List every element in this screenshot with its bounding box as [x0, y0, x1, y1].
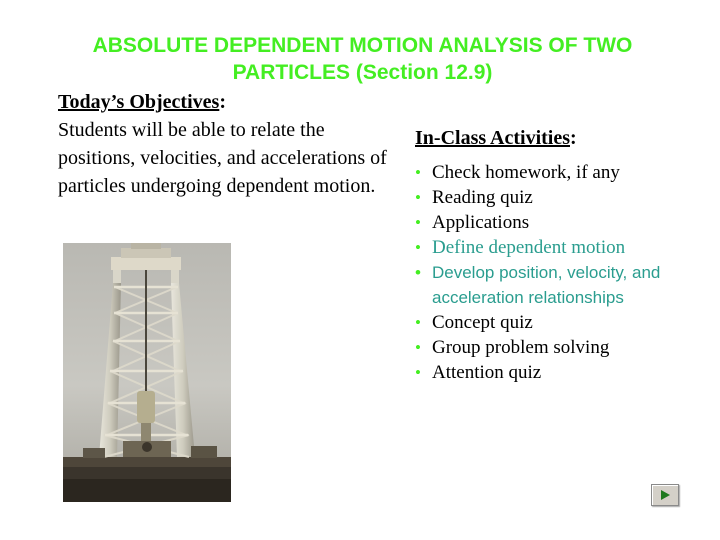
derrick-photo — [63, 243, 231, 502]
objectives-block — [58, 88, 388, 200]
list-item — [415, 335, 705, 360]
list-item-label: Applications — [432, 212, 530, 233]
objectives-body: Students will be able to relate the positions, velocities, and accelerations of particles undergoing dependent motion. — [58, 119, 387, 197]
bullet-icon: • — [415, 188, 421, 207]
activities-block — [415, 124, 705, 385]
objectives-heading-colon: : — [219, 91, 226, 113]
bullet-icon: • — [415, 213, 421, 232]
list-item — [415, 260, 705, 310]
bullet-icon: • — [415, 363, 421, 382]
bullet-icon: • — [415, 238, 421, 257]
list-item — [415, 210, 705, 235]
list-item-label: Develop position, velocity, and acceleration relationships — [432, 263, 661, 307]
bullet-icon: • — [415, 338, 421, 357]
list-item-label: Attention quiz — [432, 362, 542, 383]
list-item — [415, 160, 705, 185]
list-item-label: Check homework, if any — [432, 162, 620, 183]
objectives-heading-text: Today’s Objectives — [58, 91, 220, 113]
list-item — [415, 360, 705, 385]
bullet-icon: • — [415, 263, 421, 282]
bullet-icon: • — [415, 313, 421, 332]
next-slide-button[interactable] — [651, 484, 679, 506]
activities-heading-text: In-Class Activities — [415, 127, 570, 149]
list-item — [415, 235, 705, 260]
list-item — [415, 185, 705, 210]
page-title: ABSOLUTE DEPENDENT MOTION ANALYSIS OF TWO PARTICLES (Section 12.9) — [92, 34, 633, 84]
objectives-heading — [58, 88, 388, 116]
list-item-label: Reading quiz — [432, 187, 533, 208]
bullet-icon: • — [415, 163, 421, 182]
list-item-label: Concept quiz — [432, 312, 533, 333]
play-triangle-icon — [661, 490, 670, 500]
list-item-label: Group problem solving — [432, 337, 610, 358]
list-item-label: Define dependent motion — [432, 237, 626, 258]
activities-heading — [415, 124, 705, 152]
activities-heading-colon: : — [570, 127, 577, 149]
list-item — [415, 310, 705, 335]
